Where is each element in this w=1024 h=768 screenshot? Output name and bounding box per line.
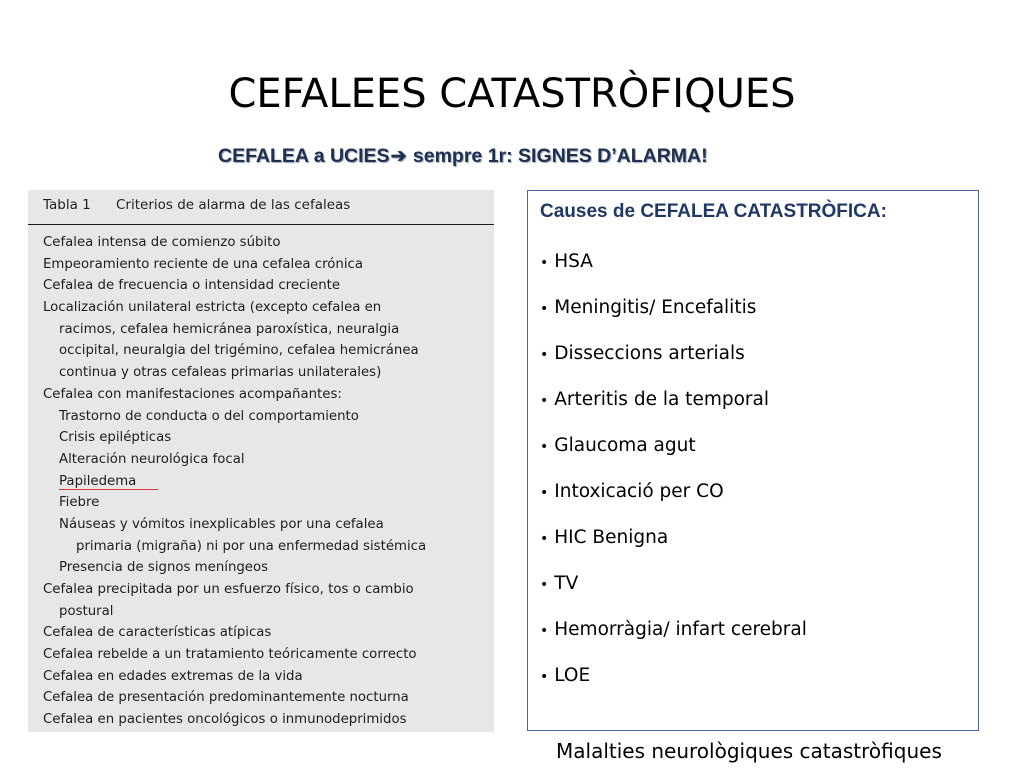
subtitle [218, 142, 708, 171]
cause-item: • Glaucoma agut [540, 435, 696, 456]
footer-caption: Malalties neurològiques catastròfiques [556, 739, 942, 763]
bullet-icon: • [540, 439, 549, 455]
table-caption: Criterios de alarma de las cefaleas [116, 197, 351, 213]
bullet-icon: • [540, 531, 549, 547]
slide-title: CEFALEES CATASTRÒFIQUES [228, 71, 796, 117]
table-line: Localización unilateral estricta (excepto cefalea en [43, 300, 382, 316]
table-line: racimos, cefalea hemicránea paroxística, neuralgia [59, 321, 400, 337]
table-line: Cefalea intensa de comienzo súbito [43, 235, 281, 250]
table-line: Alteración neurológica focal [59, 451, 245, 467]
cause-item: • Meningitis/ Encefalitis [540, 297, 757, 318]
causes-panel [527, 190, 979, 731]
subtitle-part1: CEFALEA a UCIES [218, 145, 390, 167]
table-line: Presencia de signos meníngeos [59, 560, 269, 576]
table-line: Papiledema [28, 471, 494, 493]
table-line: Cefalea precipitada por un esfuerzo físico, tos o cambio [43, 582, 414, 597]
table-lines [28, 232, 494, 731]
cause-item: • Hemorràgia/ infart cerebral [540, 619, 807, 640]
table-line: postural [59, 603, 114, 619]
table-line: occipital, neuralgia del trigémino, cefalea hemicránea [59, 343, 419, 359]
bullet-icon: • [540, 623, 549, 639]
cause-item: • HSA [540, 251, 593, 272]
bullet-icon: • [540, 485, 549, 501]
table-line: Náuseas y vómitos inexplicables por una cefalea [59, 516, 384, 532]
bullet-icon: • [540, 669, 549, 685]
cause-item: • TV [540, 573, 579, 594]
table-line: continua y otras cefaleas primarias unilaterales) [59, 365, 382, 381]
table-line: primaria (migraña) ni por una enfermedad sistémica [76, 538, 427, 554]
right-arrow-icon: ➔ [390, 146, 407, 167]
table-line: Cefalea rebelde a un tratamiento teóricamente correcto [43, 647, 417, 663]
table-line: Cefalea de características atípicas [43, 625, 272, 641]
subtitle-part2: sempre 1r: SIGNES D’ALARMA! [407, 145, 708, 167]
table-line: Cefalea de presentación predominantemente nocturna [43, 690, 409, 706]
table-line: Cefalea con manifestaciones acompañantes: [43, 386, 342, 402]
table-line: Crisis epilépticas [59, 430, 172, 446]
cause-item: • Arteritis de la temporal [540, 389, 769, 410]
bullet-icon: • [540, 301, 549, 317]
table-header [28, 190, 494, 225]
cause-item: • Intoxicació per CO [540, 481, 724, 502]
cause-item: • LOE [540, 665, 591, 686]
alarm-criteria-table [28, 190, 494, 732]
cause-item: • Disseccions arterials [540, 343, 745, 364]
table-label: Tabla 1 [43, 197, 91, 213]
bullet-icon: • [540, 347, 549, 363]
table-line: Cefalea en edades extremas de la vida [43, 668, 303, 684]
table-line: Empeoramiento reciente de una cefalea crónica [43, 256, 363, 272]
cause-item: • HIC Benigna [540, 527, 669, 548]
bullet-icon: • [540, 393, 549, 409]
causes-title: Causes de CEFALEA CATASTRÒFICA: [540, 201, 887, 222]
table-line: Fiebre [59, 495, 100, 511]
table-line: Cefalea en pacientes oncológicos o inmunodeprimidos [43, 712, 407, 728]
bullet-icon: • [540, 255, 549, 271]
causes-list [540, 247, 807, 707]
table-line: Trastorno de conducta o del comportamiento [59, 408, 359, 424]
table-line: Cefalea de frecuencia o intensidad creciente [43, 278, 341, 294]
bullet-icon: • [540, 577, 549, 593]
